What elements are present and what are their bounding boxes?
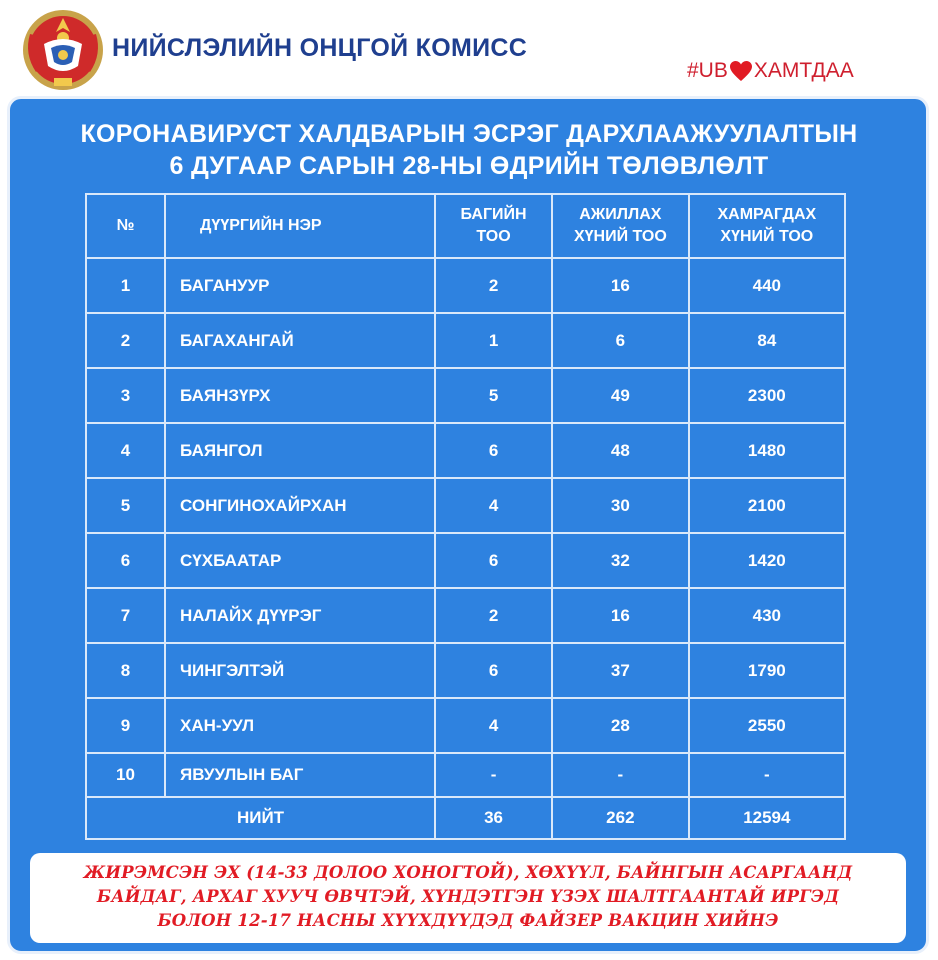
row-covered: 1480 xyxy=(689,423,845,478)
row-district: ЧИНГЭЛТЭЙ xyxy=(165,643,435,698)
table-row xyxy=(86,643,845,698)
row-teams: 2 xyxy=(435,588,552,643)
row-covered: 2300 xyxy=(689,368,845,423)
total-teams: 36 xyxy=(435,797,552,839)
row-teams: 6 xyxy=(435,643,552,698)
row-teams: 2 xyxy=(435,258,552,313)
table-row xyxy=(86,698,845,753)
row-covered: 440 xyxy=(689,258,845,313)
row-covered: 430 xyxy=(689,588,845,643)
title-line-1: КОРОНАВИРУСТ ХАЛДВАРЫН ЭСРЭГ ДАРХЛААЖУУЛАЛТЫН xyxy=(80,120,858,148)
header-workers-line-1: АЖИЛЛАХ xyxy=(579,206,662,223)
row-district: БАЯНЗҮРХ xyxy=(165,368,435,423)
notice-line-1: ЖИРЭМСЭН ЭХ (14-33 ДОЛОО ХОНОГТОЙ), ХӨХҮҮЛ, БАЙНГЫН АСАРГААНД xyxy=(83,863,853,882)
header-covered-line-1: ХАМРАГДАХ xyxy=(717,206,817,223)
header-no: № xyxy=(86,194,165,258)
header-district: ДҮҮРГИЙН НЭР xyxy=(165,194,435,258)
row-teams: 4 xyxy=(435,698,552,753)
org-title: НИЙСЛЭЛИЙН ОНЦГОЙ КОМИСС xyxy=(112,34,528,62)
row-no: 4 xyxy=(86,423,165,478)
row-district: СҮХБААТАР xyxy=(165,533,435,588)
row-covered: 2100 xyxy=(689,478,845,533)
total-workers: 262 xyxy=(552,797,689,839)
header-teams-line-1: БАГИЙН xyxy=(460,206,527,223)
table-row xyxy=(86,313,845,368)
row-covered: 1420 xyxy=(689,533,845,588)
table-row xyxy=(86,478,845,533)
row-district: НАЛАЙХ ДҮҮРЭГ xyxy=(165,588,435,643)
hashtag-prefix: #UB xyxy=(687,59,728,82)
total-row xyxy=(86,797,845,839)
row-workers: - xyxy=(552,753,689,797)
header-covered xyxy=(689,194,845,258)
row-covered: 2550 xyxy=(689,698,845,753)
row-workers: 28 xyxy=(552,698,689,753)
row-district: БАЯНГОЛ xyxy=(165,423,435,478)
row-teams: 1 xyxy=(435,313,552,368)
header-covered-line-2: ХҮНИЙ ТОО xyxy=(720,228,814,245)
table-row xyxy=(86,368,845,423)
row-no: 1 xyxy=(86,258,165,313)
total-covered: 12594 xyxy=(689,797,845,839)
row-district: СОНГИНОХАЙРХАН xyxy=(165,478,435,533)
pfizer-notice xyxy=(30,853,906,943)
row-workers: 49 xyxy=(552,368,689,423)
header xyxy=(0,0,938,95)
table-row xyxy=(86,588,845,643)
row-district: БАГАХАНГАЙ xyxy=(165,313,435,368)
table-row xyxy=(86,423,845,478)
row-no: 7 xyxy=(86,588,165,643)
row-teams: 6 xyxy=(435,533,552,588)
row-workers: 16 xyxy=(552,258,689,313)
row-workers: 48 xyxy=(552,423,689,478)
table-row xyxy=(86,258,845,313)
total-label: НИЙТ xyxy=(86,797,435,839)
row-teams: 6 xyxy=(435,423,552,478)
row-no: 6 xyxy=(86,533,165,588)
header-workers xyxy=(552,194,689,258)
table-row xyxy=(86,753,845,797)
row-no: 8 xyxy=(86,643,165,698)
heart-icon xyxy=(729,60,753,82)
hashtag-suffix: ХАМТДАА xyxy=(753,59,854,82)
row-covered: 84 xyxy=(689,313,845,368)
notice-line-3: БОЛОН 12-17 НАСНЫ ХҮҮХДҮҮДЭД ФАЙЗЕР ВАКЦИН ХИЙНЭ xyxy=(157,911,779,930)
row-workers: 32 xyxy=(552,533,689,588)
row-district: ХАН-УУЛ xyxy=(165,698,435,753)
page-title xyxy=(0,118,938,182)
row-covered: - xyxy=(689,753,845,797)
row-teams: 5 xyxy=(435,368,552,423)
row-teams: - xyxy=(435,753,552,797)
row-no: 10 xyxy=(86,753,165,797)
row-no: 2 xyxy=(86,313,165,368)
row-covered: 1790 xyxy=(689,643,845,698)
row-district: ЯВУУЛЫН БАГ xyxy=(165,753,435,797)
header-teams-line-2: ТОО xyxy=(476,228,511,245)
header-teams xyxy=(435,194,552,258)
title-line-2: 6 ДУГААР САРЫН 28-НЫ ӨДРИЙН ТӨЛӨВЛӨЛТ xyxy=(169,152,769,180)
row-no: 3 xyxy=(86,368,165,423)
row-workers: 37 xyxy=(552,643,689,698)
row-no: 5 xyxy=(86,478,165,533)
row-workers: 30 xyxy=(552,478,689,533)
row-district: БАГАНУУР xyxy=(165,258,435,313)
row-no: 9 xyxy=(86,698,165,753)
row-workers: 6 xyxy=(552,313,689,368)
table-header-row xyxy=(86,194,845,258)
header-workers-line-2: ХҮНИЙ ТОО xyxy=(573,228,667,245)
vaccination-plan-table xyxy=(85,193,846,840)
notice-line-2: БАЙДАГ, АРХАГ ХУУЧ ӨВЧТЭЙ, ХҮНДЭТГЭН ҮЗЭХ ШАЛТГААНТАЙ ИРГЭД xyxy=(96,887,840,906)
soyombo-emblem-icon xyxy=(18,4,108,94)
table-row xyxy=(86,533,845,588)
hashtag-ub-hamtdaa xyxy=(683,58,858,84)
row-teams: 4 xyxy=(435,478,552,533)
row-workers: 16 xyxy=(552,588,689,643)
